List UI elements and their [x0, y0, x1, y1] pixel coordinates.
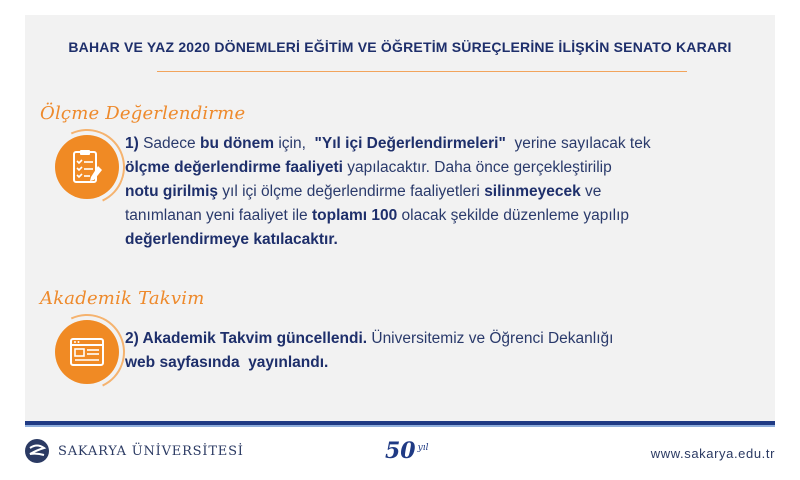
text-run: Sadece [143, 135, 200, 152]
text-run: yapılacaktır. Daha önce gerçekleştirilip [342, 159, 612, 176]
section-heading-assessment: Ölçme Değerlendirme [40, 103, 246, 124]
bold-text-run: 1) [125, 135, 144, 152]
bold-text-run: "Yıl içi Değerlendirmeleri" [314, 135, 506, 152]
paragraph-line [125, 156, 651, 180]
calendar-paragraph [125, 327, 613, 375]
anniversary-suffix: yıl [417, 443, 429, 453]
university-logo [24, 438, 244, 464]
title-divider [157, 71, 687, 72]
web-page-icon-badge [55, 320, 119, 384]
text-run: ve [580, 183, 602, 200]
paragraph-line [125, 204, 651, 228]
bold-text-run: 2) Akademik Takvim güncellendi. [125, 330, 368, 347]
footer-divider-light [25, 425, 775, 427]
bold-text-run: bu dönem [199, 135, 275, 152]
page-title: BAHAR VE YAZ 2020 DÖNEMLERİ EĞİTİM VE ÖĞRETİM SÜREÇLERİNE İLİŞKİN SENATO KARARI [68, 39, 732, 55]
text-run: tanımlanan yeni faaliyet ile [125, 207, 312, 224]
announcement-card [25, 15, 775, 421]
university-name: SAKARYA ÜNİVERSİTESİ [58, 443, 244, 459]
text-run: için, [274, 135, 315, 152]
paragraph-line [125, 228, 651, 252]
bold-text-run: değerlendirmeye katılacaktır. [125, 231, 338, 248]
checklist-icon [68, 148, 106, 186]
bold-text-run: ölçme değerlendirme faaliyeti [125, 159, 343, 176]
bold-text-run: toplamı 100 [311, 207, 398, 224]
checklist-icon-badge [55, 135, 119, 199]
anniversary-number: 50 [385, 438, 416, 464]
bold-text-run: notu girilmiş [125, 183, 218, 200]
text-run: yerine sayılacak tek [505, 135, 651, 152]
paragraph-line [125, 180, 651, 204]
anniversary-logo [385, 438, 428, 464]
bold-text-run: silinmeyecek [484, 183, 581, 200]
assessment-paragraph [125, 132, 651, 252]
text-run: olacak şekilde düzenleme yapılıp [397, 207, 630, 224]
website-link[interactable]: www.sakarya.edu.tr [650, 446, 775, 461]
text-run: yıl içi ölçme değerlendirme faaliyetleri [218, 183, 485, 200]
web-page-icon [68, 335, 106, 369]
paragraph-line [125, 132, 651, 156]
paragraph-line [125, 351, 613, 375]
paragraph-line [125, 327, 613, 351]
section-heading-calendar: Akademik Takvim [40, 288, 205, 309]
bold-text-run: web sayfasında yayınlandı. [125, 354, 329, 371]
university-emblem-icon [24, 438, 50, 464]
text-run: Üniversitemiz ve Öğrenci Dekanlığı [367, 330, 614, 347]
